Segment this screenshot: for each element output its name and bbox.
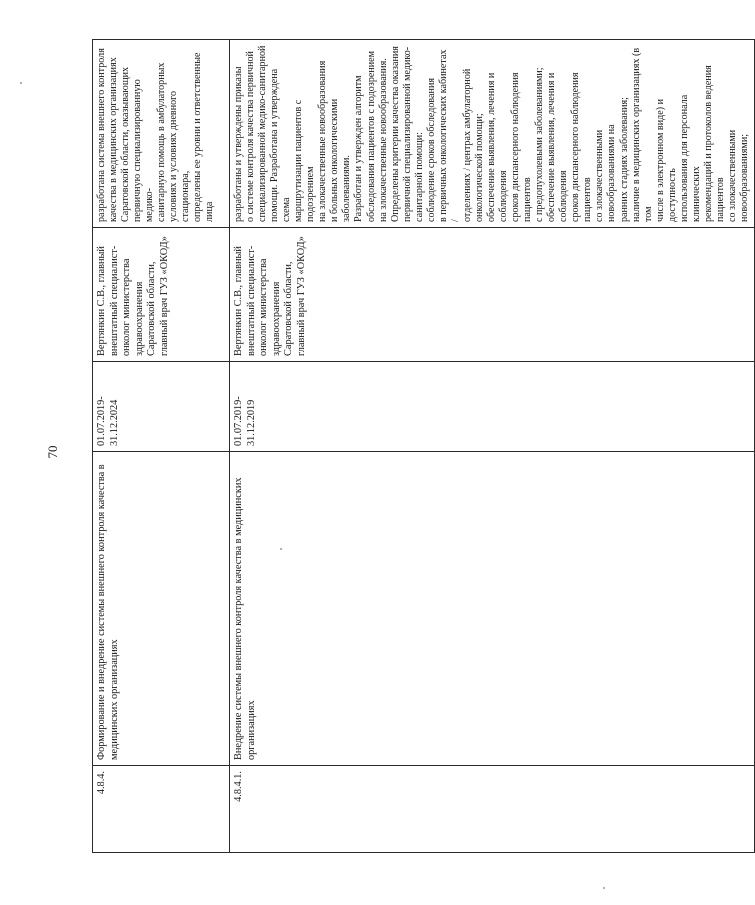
result-line: на злокачественные новообразования bbox=[317, 60, 329, 222]
table-row bbox=[230, 40, 755, 853]
result-line: сроков диспансерного наблюдения пациентов bbox=[510, 72, 534, 222]
item-name: Внедрение системы внешнего контроля качества в медицинских организациях bbox=[230, 452, 755, 766]
result-line: определены ее уровни и ответственные лица bbox=[192, 52, 216, 222]
result-line: онкологической помощи; bbox=[473, 113, 485, 222]
responsible-line: онколог министерства bbox=[121, 258, 133, 356]
result-line: помощи. Разработана и утверждена схема bbox=[269, 68, 293, 222]
responsible-line: Саратовской области, bbox=[283, 261, 295, 356]
item-name: Формирование и внедрение системы внешнего контроля качества в медицинских организациях bbox=[93, 452, 230, 766]
date-start: 01.07.2019- bbox=[96, 396, 107, 446]
result-line: условиях и условиях дневного стационара, bbox=[168, 90, 192, 222]
item-responsible bbox=[230, 228, 755, 362]
result-line: обеспечение выявления, лечения и соблюдения bbox=[546, 72, 570, 222]
responsible-line: Вертянкин С.В., главный bbox=[233, 246, 244, 356]
result-line: соблюдение сроков обследования bbox=[425, 78, 437, 222]
result-line: в первичных онкологических кабинетах / bbox=[437, 49, 461, 222]
result-line: санитарной помощи: bbox=[413, 132, 425, 222]
result-line: разработана система внешнего контроля bbox=[96, 48, 107, 222]
result-line: о системе контроля качества первичной bbox=[245, 51, 257, 222]
responsible-line: Саратовской области, bbox=[146, 261, 158, 356]
responsible-line: главный врач ГУЗ «ОКОД» bbox=[295, 236, 307, 356]
plan-table bbox=[92, 39, 755, 853]
date-start: 01.07.2019- bbox=[233, 396, 244, 446]
responsible-line: внештатный специалист- bbox=[108, 245, 120, 356]
result-line: маршрутизации пациентов с подозрением bbox=[293, 99, 317, 222]
date-end: 31.12.2019 bbox=[245, 399, 257, 446]
result-line: обеспечение выявления, лечения и соблюдения bbox=[485, 72, 510, 222]
scan-speck bbox=[603, 887, 605, 889]
item-number: 4.8.4.1. bbox=[230, 766, 755, 853]
result-line: Определены критерии качества оказания bbox=[389, 46, 401, 222]
scan-speck bbox=[280, 548, 282, 550]
date-end: 31.12.2024 bbox=[108, 399, 120, 446]
result-line: и больных онкологическими заболеваниями. bbox=[329, 98, 353, 222]
table-row bbox=[93, 40, 230, 853]
result-line: рекомендаций и протоколов ведения пациентов bbox=[702, 65, 726, 222]
responsible-line: здравоохранения bbox=[270, 281, 282, 356]
result-line: со злокачественными новообразованиями; bbox=[726, 129, 750, 222]
item-number: 4.8.4. bbox=[93, 766, 230, 853]
result-line: санитарную помощь в амбулаторных bbox=[156, 62, 168, 222]
item-dates bbox=[230, 362, 755, 452]
scan-speck bbox=[20, 82, 22, 84]
result-line: на злокачественные новообразования. bbox=[377, 58, 389, 222]
result-line: со злокачественными новообразованиями на bbox=[594, 124, 618, 222]
result-line: первичной специализированной медико- bbox=[401, 46, 413, 222]
item-dates bbox=[93, 362, 230, 452]
result-line: использования для персонала клинических bbox=[678, 94, 702, 222]
responsible-line: здравоохранения bbox=[133, 281, 145, 356]
page-number: 70 bbox=[45, 445, 60, 459]
result-line: специализированной медико-санитарной bbox=[257, 45, 269, 222]
result-line: первичную специализированную медико- bbox=[132, 79, 156, 222]
result-line: отделениях / центрах амбулаторной bbox=[461, 68, 473, 222]
result-line: Разработан и утвержден алгоритм bbox=[353, 75, 365, 222]
result-line: ранних стадиях заболевания; bbox=[618, 97, 630, 222]
item-responsible bbox=[93, 228, 230, 362]
result-line: с предопухолевыми заболеваниями; bbox=[534, 67, 546, 222]
result-line: разработаны и утверждены приказы bbox=[233, 66, 244, 222]
responsible-line: главный врач ГУЗ «ОКОД» bbox=[158, 236, 170, 356]
result-line: Саратовской области, оказывающих bbox=[120, 66, 132, 222]
item-result bbox=[230, 40, 755, 228]
result-line: сроков диспансерного наблюдения пациентов bbox=[570, 72, 594, 222]
result-line: качества в медицинских организациях bbox=[108, 57, 120, 222]
result-line: обследования пациентов с подозрением bbox=[365, 50, 377, 222]
responsible-line: Вертянкин С.В., главный bbox=[96, 246, 107, 356]
result-line: числе в электронном виде) и доступность bbox=[654, 99, 678, 222]
item-result bbox=[93, 40, 230, 228]
responsible-line: внештатный специалист- bbox=[245, 245, 257, 356]
responsible-line: онколог министерства bbox=[258, 258, 270, 356]
result-line: наличие в медицинских организациях (в том bbox=[630, 47, 654, 222]
